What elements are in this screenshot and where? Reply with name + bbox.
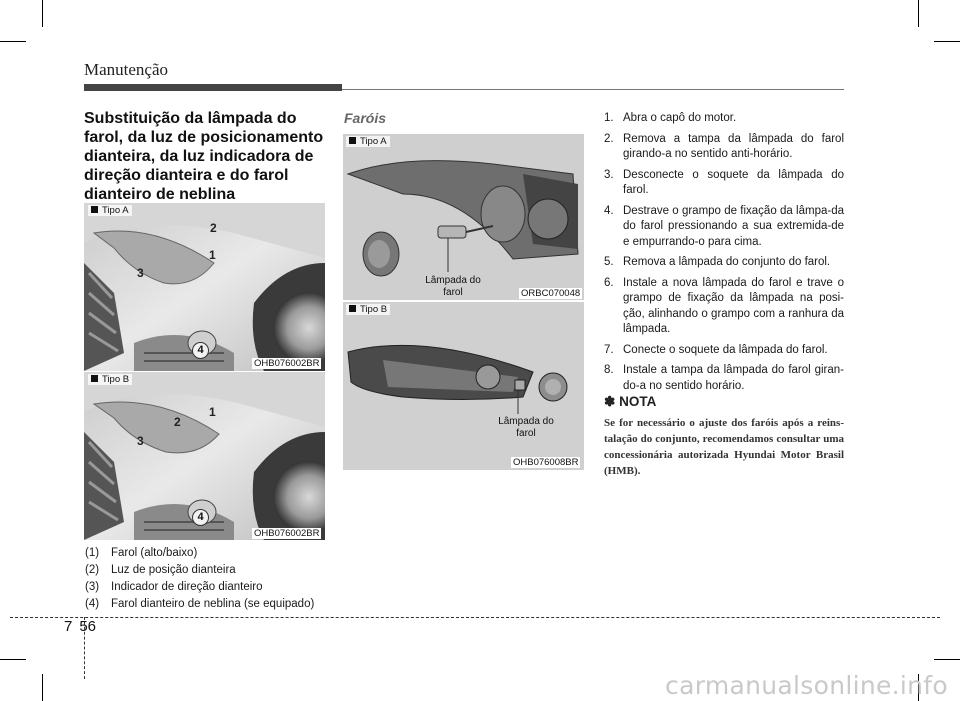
figure-code: OHB076002BR (254, 528, 320, 539)
step-number: 2. (604, 132, 614, 145)
figure-code: OHB076002BR (254, 358, 320, 369)
legend-number: (4) (85, 598, 100, 610)
callout-label: 2 (210, 221, 217, 235)
footer-dashed-rule (10, 617, 940, 618)
figure-type-tag (346, 136, 390, 147)
step-number: 3. (604, 168, 614, 181)
front-lights-figure-b (84, 372, 325, 540)
page-number (64, 618, 96, 635)
step-text: Conecte o soquete da lâmpada do farol. (623, 343, 828, 356)
step-text: Instale a tampa da lâmpada do farol giran-do-a no sentido horário. (623, 364, 844, 392)
procedure-step (604, 168, 844, 199)
figure-code: OHB076008BR (513, 457, 579, 468)
figure-type-label: Tipo B (360, 304, 388, 315)
procedure-step (604, 255, 844, 271)
headlamp-assembly-illustration (343, 302, 584, 470)
step-text: Instale a nova lâmpada do farol e trave o grampo de fixação da lâmpada na posi-ção, alinhando o grampo com a ranhura da lâmpada. (623, 276, 844, 335)
crop-mark (0, 659, 26, 660)
callout-label: 3 (137, 434, 144, 448)
page-number-value: 56 (79, 618, 97, 635)
square-bullet-icon (349, 305, 356, 312)
chapter-number: 7 (64, 618, 73, 635)
header-bar (84, 84, 342, 91)
step-number: 4. (604, 204, 614, 217)
legend-item (85, 562, 330, 579)
square-bullet-icon (91, 206, 98, 213)
section-title: Substituição da lâmpada do farol, da luz de posicionamento dianteira, da luz indicadora de direção dianteira e do farol dianteiro de neblina (84, 110, 324, 203)
legend-item (85, 596, 330, 613)
bulb-caption-line: farol (443, 287, 463, 298)
step-text: Desconecte o soquete da lâmpada do farol. (623, 168, 844, 196)
square-bullet-icon (349, 137, 356, 144)
procedure-step (604, 363, 844, 394)
step-number: 7. (604, 343, 614, 356)
figure-type-label: Tipo B (102, 374, 130, 385)
callout-label: 2 (174, 415, 181, 429)
procedure-step (604, 276, 844, 338)
step-number: 6. (604, 276, 614, 289)
callout-label: 4 (192, 342, 209, 359)
figure-type-tag (88, 374, 132, 385)
crop-mark (0, 41, 26, 42)
note-title (604, 394, 656, 410)
legend-item (85, 545, 330, 562)
crop-mark (918, 0, 919, 27)
crop-mark (42, 0, 43, 27)
farois-title: Faróis (344, 110, 387, 126)
step-number: 1. (604, 112, 614, 124)
step-text: Destrave o grampo de fixação da lâmpa-da do farol pressionando a sua extremida-de e empurrando-o para cima. (623, 204, 844, 248)
legend-number: (2) (85, 564, 100, 576)
page-header-title: Manutenção (84, 60, 169, 79)
callout-label: 1 (209, 248, 216, 262)
procedure-step (604, 132, 844, 163)
callout-label: 4 (192, 509, 209, 526)
crop-mark (934, 659, 960, 660)
figure-type-label: Tipo A (360, 136, 387, 147)
square-bullet-icon (91, 375, 98, 382)
legend-item (85, 579, 330, 596)
step-text: Abra o capô do motor. (623, 112, 737, 124)
procedure-step (604, 111, 844, 127)
legend-text: Farol dianteiro de neblina (se equipado) (111, 598, 315, 610)
step-text: Remova a lâmpada do conjunto do farol. (623, 256, 831, 268)
bulb-legend (85, 545, 330, 613)
figure-type-tag (88, 205, 132, 216)
bulb-caption (486, 416, 566, 440)
headlamp-figure-a (343, 134, 584, 300)
bulb-caption-line: Lâmpada do (498, 416, 554, 427)
callout-label: 3 (137, 266, 144, 280)
note-title-text: NOTA (619, 394, 657, 409)
step-number: 8. (604, 364, 614, 376)
bulb-caption (413, 275, 493, 299)
callout-label: 1 (209, 405, 216, 419)
crop-mark (42, 674, 43, 701)
bulb-caption-line: farol (516, 428, 536, 439)
legend-number: (3) (85, 581, 100, 593)
figure-code: ORBC070048 (521, 288, 581, 299)
front-lights-figure-a (84, 203, 325, 371)
step-number: 5. (604, 256, 614, 268)
note-star-icon: ✽ (604, 394, 616, 409)
figure-type-label: Tipo A (102, 205, 129, 216)
legend-text: Indicador de direção dianteiro (111, 581, 263, 593)
headlamp-figure-b (343, 302, 584, 470)
legend-text: Farol (alto/baixo) (111, 547, 198, 559)
procedure-step (604, 343, 844, 359)
procedure-steps (604, 111, 844, 399)
watermark: carmanualsonline.info (665, 671, 948, 700)
crop-mark (934, 41, 960, 42)
bulb-caption-line: Lâmpada do (425, 275, 481, 286)
header-rule (342, 89, 844, 90)
legend-text: Luz de posição dianteira (111, 564, 236, 576)
procedure-step (604, 204, 844, 251)
step-text: Remova a tampa da lâmpada do farol girando-a no sentido anti-horário. (623, 132, 844, 160)
figure-type-tag (346, 304, 390, 315)
legend-number: (1) (85, 547, 100, 559)
note-text: Se for necessário o ajuste dos faróis após a reins-talação do conjunto, recomendamos consultar uma concessionária autorizada Hyundai Motor Brasil (HMB). (604, 417, 844, 477)
